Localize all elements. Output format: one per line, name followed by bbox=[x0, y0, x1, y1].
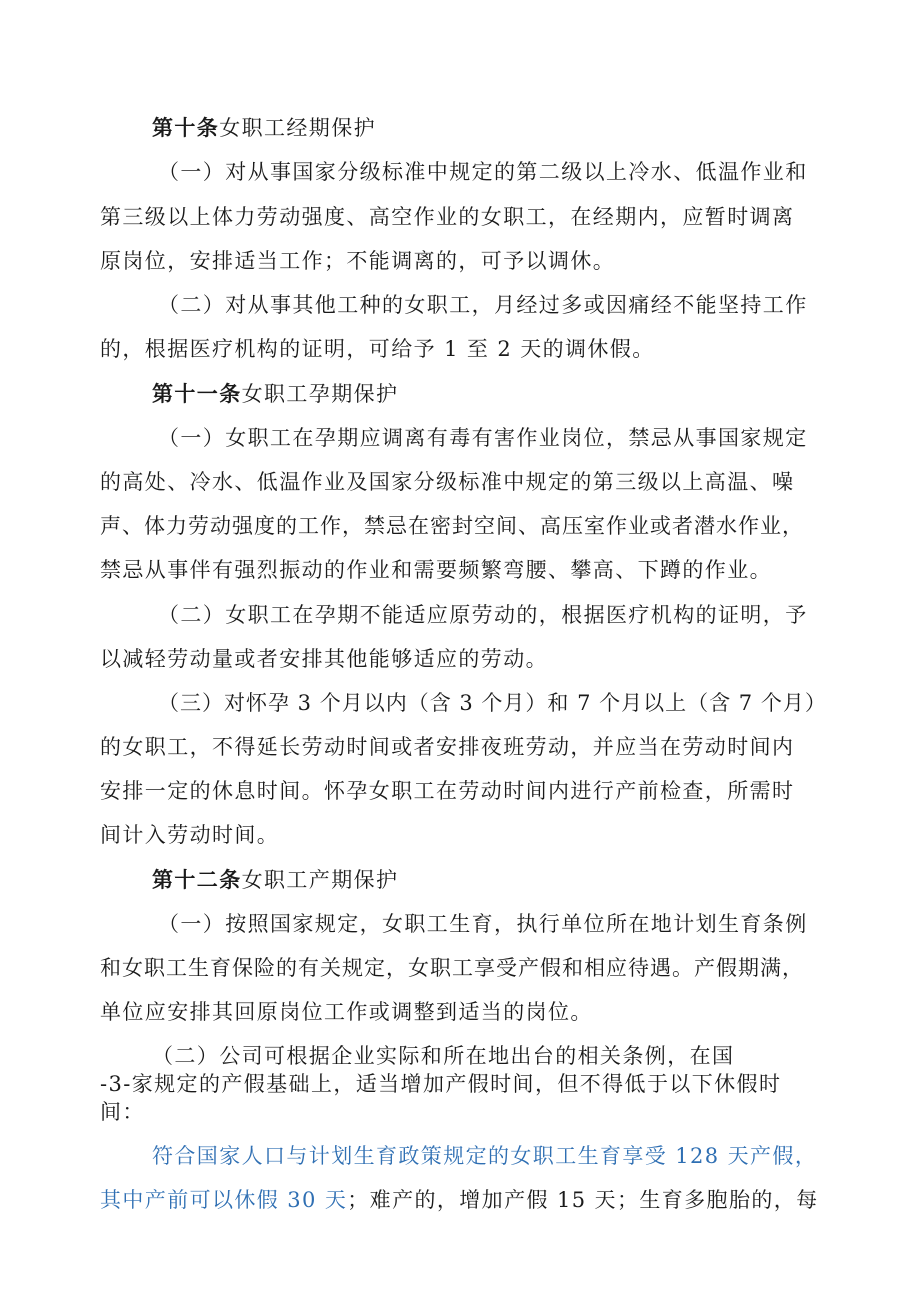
paragraph-text: 以减轻劳动量或者安排其他能够适应的劳动。 bbox=[100, 647, 548, 671]
paragraph-line bbox=[100, 334, 920, 364]
paragraph-text: 间计入劳动时间。 bbox=[100, 823, 280, 847]
paragraph-line bbox=[100, 820, 920, 850]
paragraph-text: （一）女职工在孕期应调离有毒有害作业岗位，禁忌从事国家规定 bbox=[158, 426, 808, 450]
paragraph-text: （二）女职工在孕期不能适应原劳动的，根据医疗机构的证明，予 bbox=[158, 603, 808, 627]
article-11-number: 第十一条 bbox=[152, 381, 242, 406]
highlighted-text: 其中产前可以休假 30 天 bbox=[100, 1188, 348, 1212]
paragraph-line bbox=[158, 290, 920, 320]
paragraph-line bbox=[158, 157, 920, 187]
paragraph-text: 单位应安排其回原岗位工作或调整到适当的岗位。 bbox=[100, 1000, 593, 1024]
article-10-number: 第十条 bbox=[152, 115, 220, 140]
article-12-heading bbox=[152, 865, 920, 895]
article-11-title: 女职工孕期保护 bbox=[241, 382, 399, 406]
paragraph-line bbox=[158, 688, 920, 718]
article-12-title: 女职工产期保护 bbox=[241, 868, 399, 892]
article-12-number: 第十二条 bbox=[152, 867, 242, 892]
article-10-title: 女职工经期保护 bbox=[219, 116, 377, 140]
paragraph-line bbox=[100, 1069, 920, 1099]
article-11-heading bbox=[152, 379, 920, 409]
paragraph-text: （三）对怀孕 3 个月以内（含 3 个月）和 7 个月以上（含 7 个月） bbox=[158, 691, 827, 715]
paragraph-text: （一）对从事国家分级标准中规定的第二级以上冷水、低温作业和 bbox=[158, 160, 808, 184]
paragraph-text: （二）对从事其他工种的女职工，月经过多或因痛经不能坚持工作 bbox=[158, 293, 808, 317]
paragraph-line bbox=[100, 997, 920, 1027]
paragraph-text: 的高处、冷水、低温作业及国家分级标准中规定的第三级以上高温、噪 bbox=[100, 470, 795, 494]
paragraph-text: ；难产的，增加产假 15 天；生育多胞胎的，每 bbox=[347, 1188, 819, 1212]
paragraph-line bbox=[100, 511, 920, 541]
paragraph-line bbox=[100, 555, 920, 585]
paragraph-line bbox=[158, 600, 920, 630]
paragraph-line bbox=[100, 776, 920, 806]
paragraph-text: 间： bbox=[100, 1100, 145, 1124]
paragraph-text: 声、体力劳动强度的工作，禁忌在密封空间、高压室作业或者潜水作业， bbox=[100, 514, 804, 538]
highlighted-paragraph-line bbox=[152, 1141, 920, 1171]
paragraph-text: -3-家规定的产假基础上，适当增加产假时间，但不得低于以下休假时 bbox=[100, 1072, 782, 1096]
paragraph-line bbox=[158, 909, 920, 939]
paragraph-line bbox=[100, 1185, 920, 1215]
paragraph-line bbox=[100, 644, 920, 674]
paragraph-text: 和女职工生育保险的有关规定，女职工享受产假和相应待遇。产假期满， bbox=[100, 956, 804, 980]
paragraph-text: 安排一定的休息时间。怀孕女职工在劳动时间内进行产前检查，所需时 bbox=[100, 779, 795, 803]
paragraph-line bbox=[152, 1041, 920, 1071]
paragraph-text: （二）公司可根据企业实际和所在地出台的相关条例，在国 bbox=[152, 1044, 735, 1068]
paragraph-text: 原岗位，安排适当工作；不能调离的，可予以调休。 bbox=[100, 249, 616, 273]
paragraph-text: 第三级以上体力劳动强度、高空作业的女职工，在经期内，应暂时调离 bbox=[100, 205, 795, 229]
paragraph-text: 的女职工，不得延长劳动时间或者安排夜班劳动，并应当在劳动时间内 bbox=[100, 735, 795, 759]
paragraph-line bbox=[100, 953, 920, 983]
paragraph-text: （一）按照国家规定，女职工生育，执行单位所在地计划生育条例 bbox=[158, 912, 808, 936]
paragraph-line bbox=[158, 423, 920, 453]
paragraph-line bbox=[100, 246, 920, 276]
paragraph-line bbox=[100, 467, 920, 497]
paragraph-line bbox=[100, 1097, 920, 1127]
paragraph-line bbox=[100, 732, 920, 762]
paragraph-text: 的，根据医疗机构的证明，可给予 1 至 2 天的调休假。 bbox=[100, 337, 655, 361]
article-10-heading bbox=[152, 113, 920, 143]
paragraph-line bbox=[100, 202, 920, 232]
highlighted-text: 符合国家人口与计划生育政策规定的女职工生育享受 128 天产假， bbox=[152, 1144, 818, 1168]
paragraph-text: 禁忌从事伴有强烈振动的作业和需要频繁弯腰、攀高、下蹲的作业。 bbox=[100, 558, 772, 582]
